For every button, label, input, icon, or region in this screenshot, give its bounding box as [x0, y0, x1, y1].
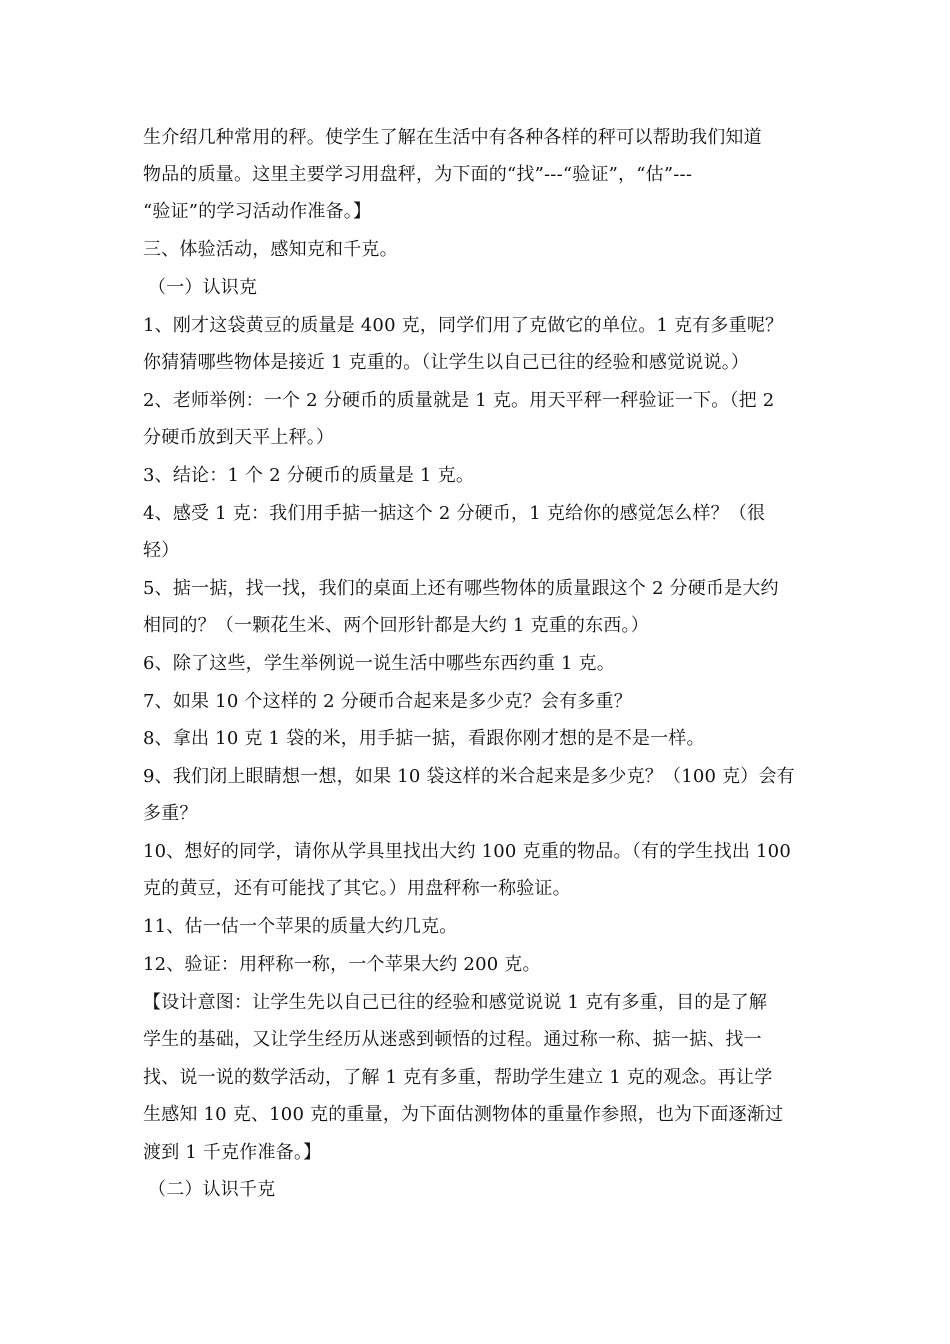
subsection-heading: （一）认识克 [148, 277, 258, 298]
subsection-heading: （二）认识千克 [148, 1179, 276, 1200]
text-line: 找、说一说的数学活动，了解 1 克有多重，帮助学生建立 1 克的观念。再让学 [143, 1067, 773, 1088]
text-line: 渡到 1 千克作准备。】 [143, 1142, 322, 1163]
text-line: 12、验证：用秤称一称，一个苹果大约 200 克。 [143, 954, 541, 975]
text-line: 3、结论：1 个 2 分硬币的质量是 1 克。 [143, 465, 475, 486]
text-line: 8、拿出 10 克 1 袋的米，用手掂一掂，看跟你刚才想的是不是一样。 [143, 728, 705, 749]
text-line: 9、我们闭上眼睛想一想，如果 10 袋这样的米合起来是多少克？（100 克）会有 [143, 766, 795, 787]
text-line: 6、除了这些，学生举例说一说生活中哪些东西约重 1 克。 [143, 653, 615, 674]
text-line: 生介绍几种常用的秤。使学生了解在生活中有各种各样的秤可以帮助我们知道 [143, 127, 762, 148]
text-line: 1、刚才这袋黄豆的质量是 400 克，同学们用了克做它的单位。1 克有多重呢？ [143, 315, 784, 336]
text-line: 轻） [143, 540, 180, 561]
text-line: 你猜猜哪些物体是接近 1 克重的。（让学生以自己已往的经验和感觉说说。） [143, 352, 750, 373]
text-line: “验证”的学习活动作准备。】 [143, 201, 372, 222]
text-line: 7、如果 10 个这样的 2 分硬币合起来是多少克？会有多重？ [143, 691, 632, 712]
text-line: 生感知 10 克、100 克的重量，为下面估测物体的重量作参照，也为下面逐渐过 [143, 1104, 784, 1125]
text-line: 物品的质量。这里主要学习用盘秤，为下面的“找”---“验证”，“估”--- [143, 164, 693, 185]
text-line: 相同的？（一颗花生米、两个回形针都是大约 1 克重的东西。） [143, 615, 649, 636]
text-line: 多重？ [143, 803, 198, 824]
text-line: 10、想好的同学，请你从学具里找出大约 100 克重的物品。（有的学生找出 100 [143, 841, 791, 862]
text-line: 分硬币放到天平上秤。） [143, 427, 335, 448]
text-line: 4、感受 1 克：我们用手掂一掂这个 2 分硬币，1 克给你的感觉怎么样？（很 [143, 503, 766, 524]
text-line: 2、老师举例：一个 2 分硬币的质量就是 1 克。用天平秤一秤验证一下。（把 2 [143, 390, 775, 411]
text-line: 克的黄豆，还有可能找了其它。）用盘秤称一称验证。 [143, 878, 571, 899]
text-line: 【设计意图：让学生先以自己已往的经验和感觉说说 1 克有多重，目的是了解 [143, 992, 768, 1013]
section-heading: 三、体验活动，感知克和千克。 [143, 239, 398, 260]
text-line: 11、估一估一个苹果的质量大约几克。 [143, 916, 458, 937]
text-line: 学生的基础，又让学生经历从迷惑到顿悟的过程。通过称一称、掂一掂、找一 [143, 1029, 762, 1050]
text-line: 5、掂一掂，找一找，我们的桌面上还有哪些物体的质量跟这个 2 分硬币是大约 [143, 578, 779, 599]
